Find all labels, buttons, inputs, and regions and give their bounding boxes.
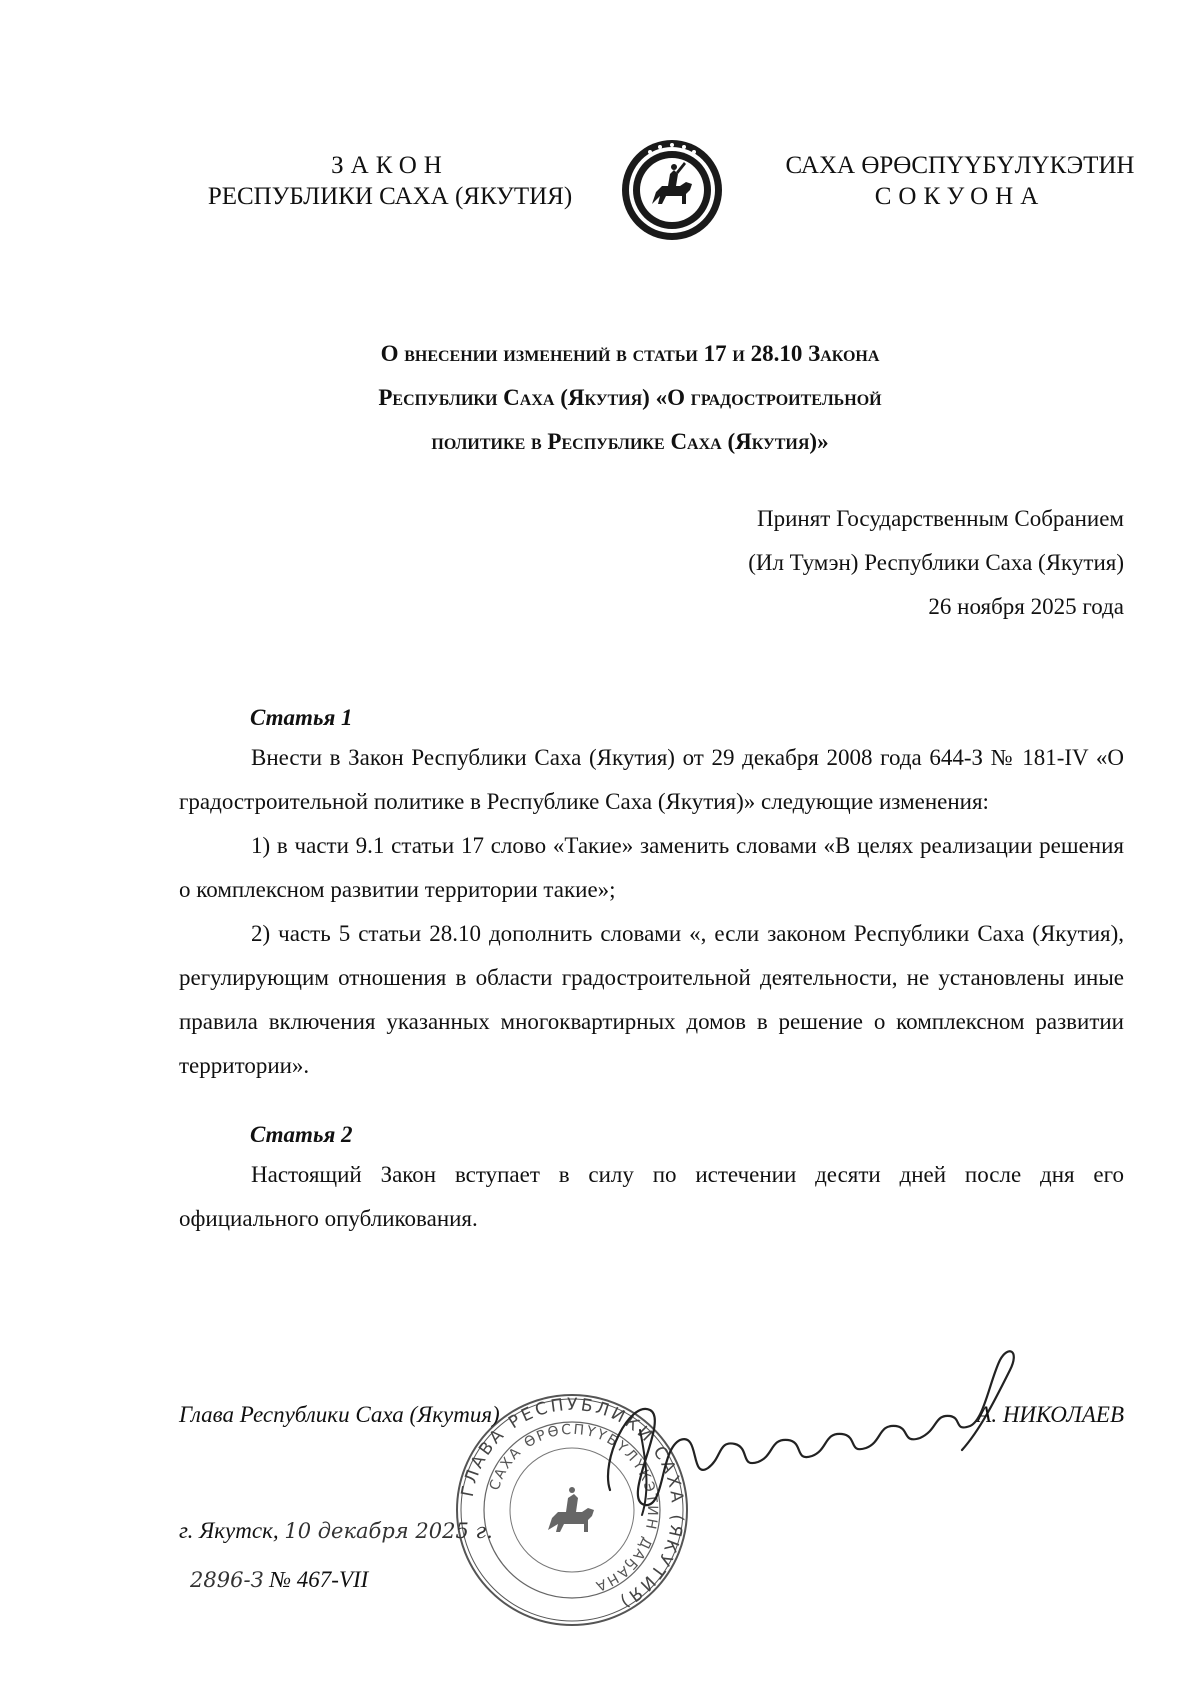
header-left-line1: ЗАКОН [331, 152, 449, 179]
title-line3: политике в Республике Саха (Якутия)» [431, 429, 829, 454]
svg-text:САХА ӨРӨСПҮҮБҮЛҮКЭТИН ДАҔАНА: САХА ӨРӨСПҮҮБҮЛҮКЭТИН ДАҔАНА [486, 1421, 661, 1595]
svg-text:ГЛАВА РЕСПУБЛИКИ САХА (ЯКУТИЯ): ГЛАВА РЕСПУБЛИКИ САХА (ЯКУТИЯ) [457, 1394, 688, 1613]
article-1-paragraph: 1) в части 9.1 статьи 17 слово «Такие» заменить словами «В целях реализации решения о комплексном развитии территории такие»; [179, 833, 1124, 902]
coat-of-arms-icon [620, 138, 724, 242]
law-title [300, 332, 960, 464]
signature-icon [590, 1340, 1020, 1530]
header-left [200, 150, 580, 212]
header-right-line2: СОКУОНА [874, 183, 1046, 210]
header-right-line1: САХА ӨРӨСПҮҮБҮЛҮКЭТИН [785, 152, 1135, 179]
article-1-body [179, 736, 1124, 1088]
handwritten-date: 10 декабря 2025 г. [284, 1519, 493, 1543]
adopted-line1: Принят Государственным Собранием [756, 506, 1124, 531]
article-1-paragraph: 2) часть 5 статьи 28.10 дополнить словами «, если законом Республики Саха (Якутия), регулирующим отношения в области градостроительной деятельности, не установлены иные правила включения указанных многоквартирных домов в решение о комплексном развитии территории». [179, 921, 1124, 1078]
adoption-block [748, 497, 1124, 629]
article-2-body [179, 1153, 1124, 1241]
article-2-heading: Статья 2 [250, 1122, 353, 1147]
header-right [760, 150, 1160, 212]
place-date [179, 1518, 493, 1544]
article-2-paragraph: Настоящий Закон вступает в силу по истечении десяти дней после дня его официального опубликования. [179, 1162, 1124, 1231]
handwritten-number: 2896-З [190, 1568, 264, 1592]
signatory-name: А. НИКОЛАЕВ [977, 1402, 1124, 1427]
article-1-paragraph: Внести в Закон Республики Саха (Якутия) от 29 декабря 2008 года 644-З № 181-IV «О градостроительной политике в Республике Саха (Якутия)» следующие изменения: [179, 745, 1124, 814]
title-line2: Республики Саха (Якутия) «О градостроительной [378, 385, 882, 410]
adopted-line2: (Ил Тумэн) Республики Саха (Якутия) [748, 550, 1124, 575]
adopted-date: 26 ноября 2025 года [928, 594, 1124, 619]
printed-number: № 467-VII [269, 1567, 369, 1592]
signatory-title: Глава Республики Саха (Якутия) [179, 1402, 500, 1427]
place: г. Якутск, [179, 1518, 279, 1543]
law-number [190, 1567, 368, 1593]
article-1-heading: Статья 1 [250, 705, 353, 730]
header-left-line2: РЕСПУБЛИКИ САХА (ЯКУТИЯ) [207, 183, 573, 210]
title-line1: О внесении изменений в статьи 17 и 28.10 Закона [380, 341, 880, 366]
